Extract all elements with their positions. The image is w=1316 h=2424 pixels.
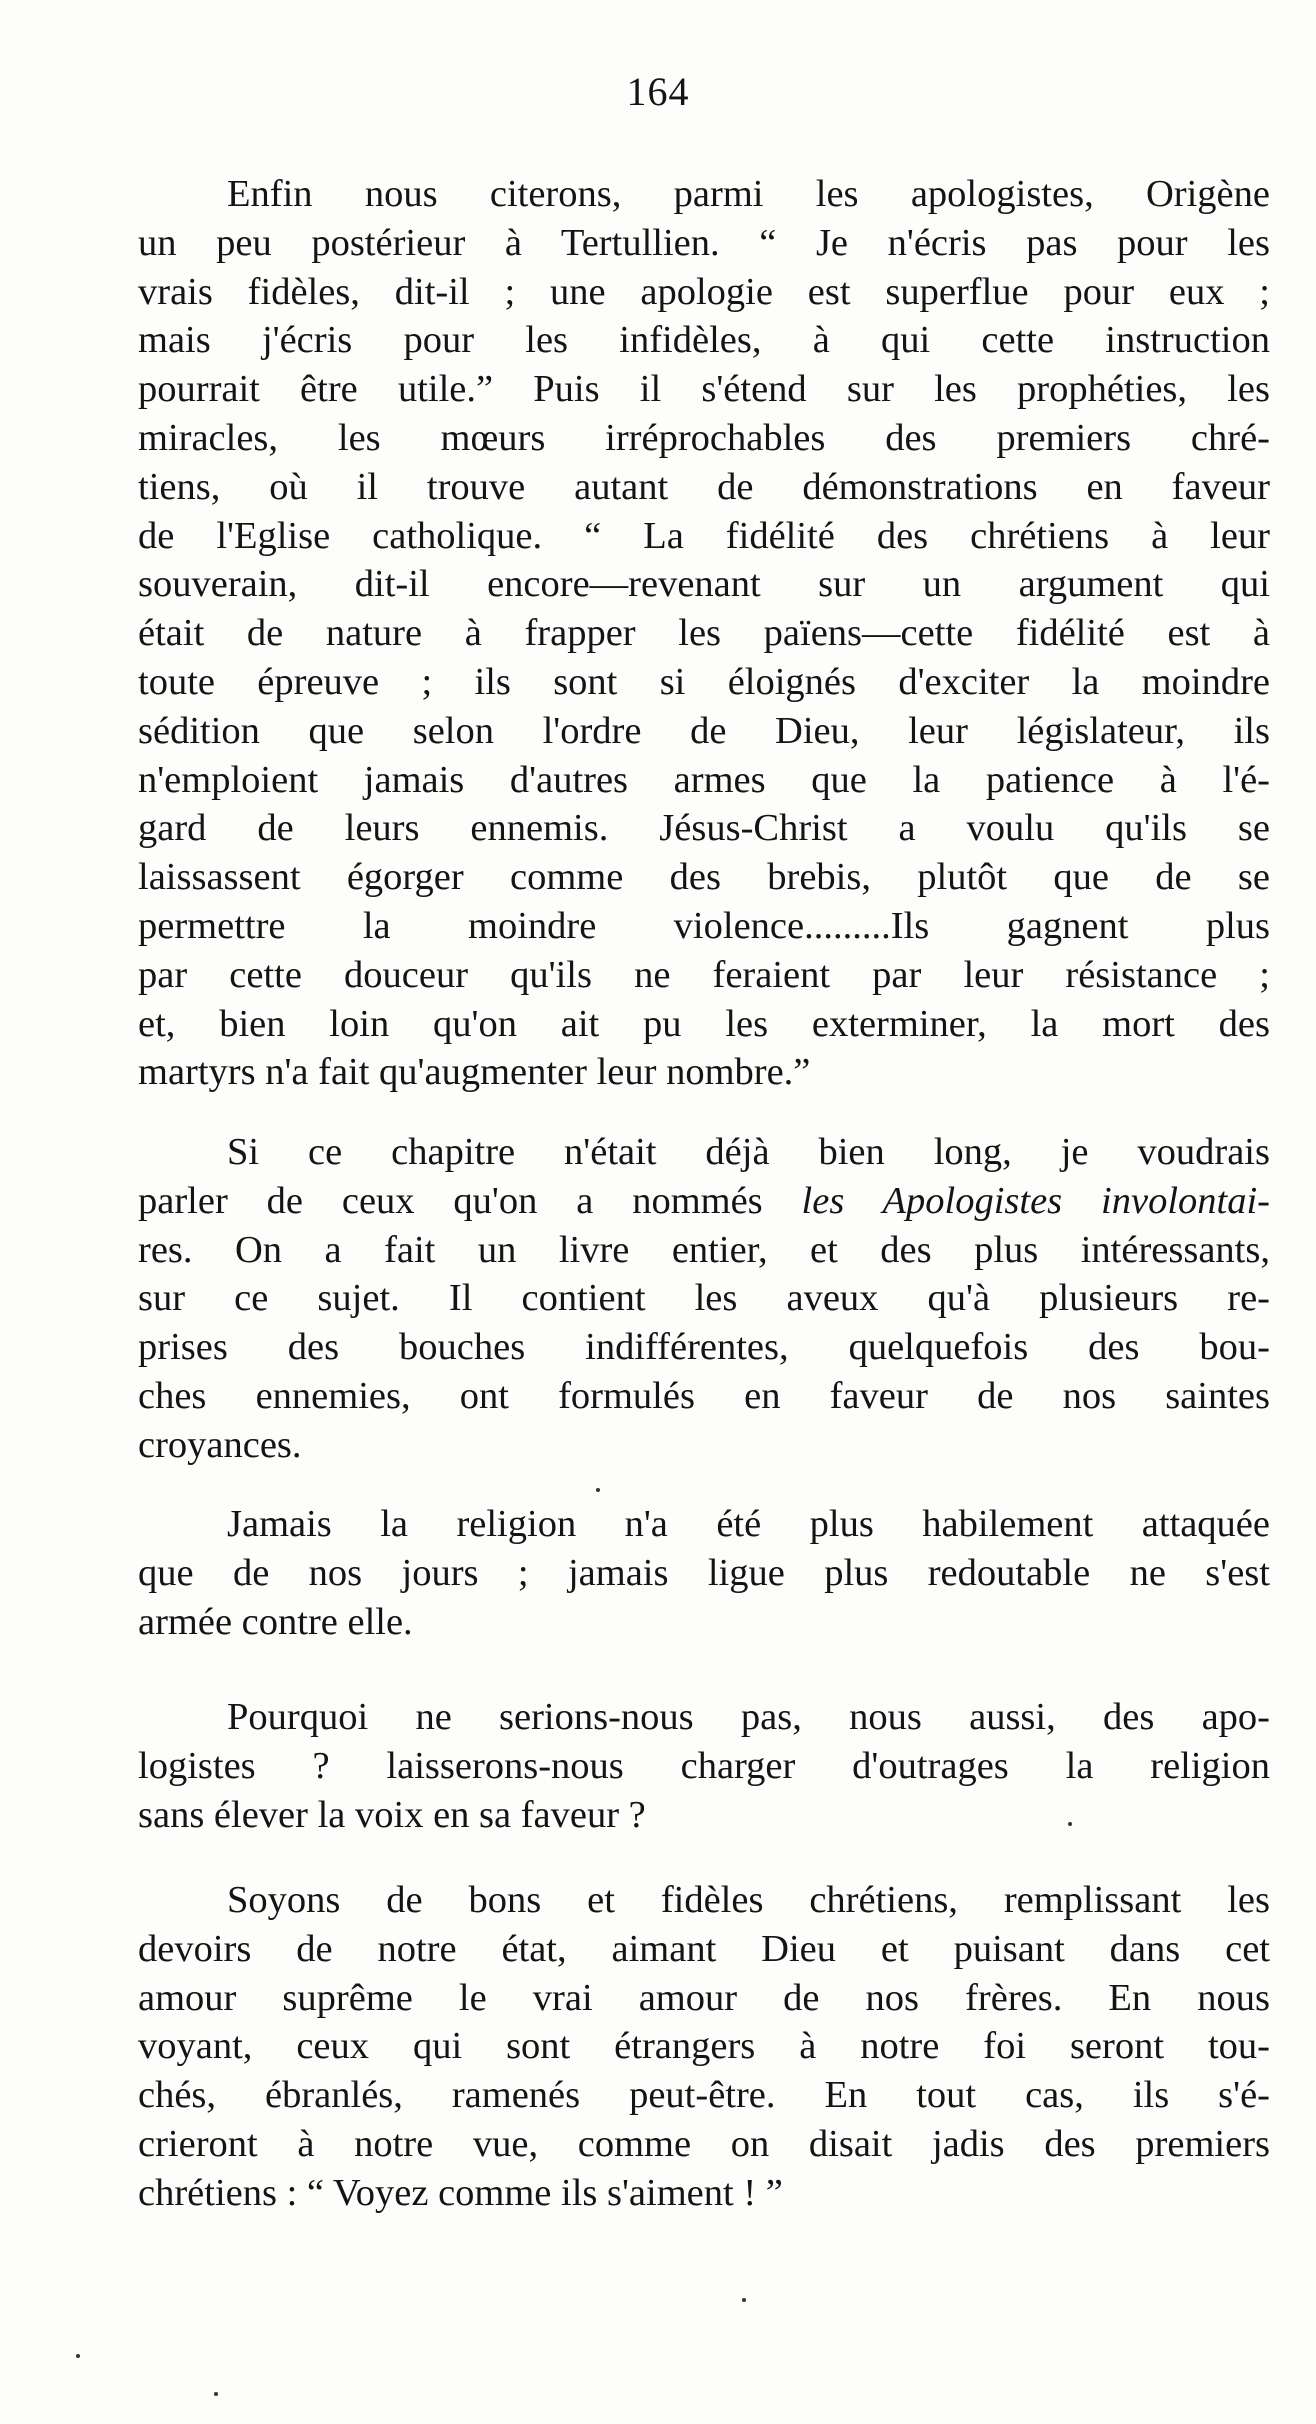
text-line: tiens, où il trouve autant de démonstrations en faveur xyxy=(138,465,1270,508)
text-line: mais j'écris pour les infidèles, à qui cette instruction xyxy=(138,319,1270,362)
text-line: que de nos jours ; jamais ligue plus redoutable ne s'est xyxy=(138,1551,1270,1594)
text-line: martyrs n'a fait qu'augmenter leur nombre.” xyxy=(138,1051,811,1094)
text-line: croyances. xyxy=(138,1423,302,1466)
text-line: gard de leurs ennemis. Jésus-Christ a voulu qu'ils se xyxy=(138,807,1270,850)
text-line-with-italic xyxy=(138,1177,1270,1226)
text-line: sédition que selon l'ordre de Dieu, leur législateur, ils xyxy=(138,709,1270,752)
scan-speck xyxy=(76,2354,80,2358)
text-line: laissassent égorger comme des brebis, plutôt que de se xyxy=(138,856,1270,899)
text-line: sur ce sujet. Il contient les aveux qu'à plusieurs re- xyxy=(138,1277,1270,1320)
text-line: n'emploient jamais d'autres armes que la patience à l'é- xyxy=(138,758,1270,801)
scan-speck xyxy=(742,2298,746,2302)
text-line: chrétiens : “ Voyez comme ils s'aiment ! ” xyxy=(138,2171,783,2214)
text-line: pourrait être utile.” Puis il s'étend sur les prophéties, les xyxy=(138,368,1270,411)
text-line: Pourquoi ne serions-nous pas, nous aussi, des apo- xyxy=(227,1696,1270,1738)
paragraph-good-christians xyxy=(138,1876,1270,2218)
paragraph-origen xyxy=(138,170,1270,1097)
text-line: prises des bouches indifférentes, quelquefois des bou- xyxy=(138,1326,1270,1369)
text-line: crieront à notre vue, comme on disait jadis des premiers xyxy=(138,2122,1270,2165)
text-line: Soyons de bons et fidèles chrétiens, remplissant les xyxy=(227,1879,1270,1921)
text-line: de l'Eglise catholique. “ La fidélité des chrétiens à leur xyxy=(138,514,1270,557)
paragraph-religion-attacked xyxy=(138,1500,1270,1646)
text-line: devoirs de notre état, aimant Dieu et puisant dans cet xyxy=(138,1927,1270,1970)
italic-title: les Apologistes involontai- xyxy=(801,1179,1270,1222)
text-line: logistes ? laisserons-nous charger d'outrages la religion xyxy=(138,1744,1270,1787)
paragraph-involuntary-apologists xyxy=(138,1128,1270,1470)
text-line: par cette douceur qu'ils ne feraient par leur résistance ; xyxy=(138,953,1270,996)
text-line: ches ennemies, ont formulés en faveur de nos saintes xyxy=(138,1374,1270,1417)
text-line: toute épreuve ; ils sont si éloignés d'exciter la moindre xyxy=(138,660,1270,703)
text-line: vrais fidèles, dit-il ; une apologie est superflue pour eux ; xyxy=(138,270,1270,313)
text-line: un peu postérieur à Tertullien. “ Je n'écris pas pour les xyxy=(138,221,1270,264)
text-line: Jamais la religion n'a été plus habilement attaquée xyxy=(227,1503,1270,1545)
paragraph-why-not-apologists xyxy=(138,1693,1270,1839)
text-line: miracles, les mœurs irréprochables des premiers chré- xyxy=(138,416,1270,459)
scan-speck xyxy=(1068,1822,1072,1826)
scan-speck xyxy=(214,2392,218,2396)
text-line: chés, ébranlés, ramenés peut-être. En tout cas, ils s'é- xyxy=(138,2074,1270,2117)
text-line: était de nature à frapper les païens—cette fidélité est à xyxy=(138,612,1270,655)
text-line: sans élever la voix en sa faveur ? xyxy=(138,1793,646,1836)
text-line: et, bien loin qu'on ait pu les exterminer, la mort des xyxy=(138,1002,1270,1045)
text-line: permettre la moindre violence.........Ils gagnent plus xyxy=(138,904,1270,947)
text-segment: parler de ceux qu'on a nommés xyxy=(138,1179,802,1222)
text-line: voyant, ceux qui sont étrangers à notre foi seront tou- xyxy=(138,2025,1270,2068)
text-line: Si ce chapitre n'était déjà bien long, je voudrais xyxy=(227,1131,1270,1173)
text-line: amour suprême le vrai amour de nos frères. En nous xyxy=(138,1976,1270,2019)
page-number: 164 xyxy=(626,69,690,114)
text-line: Enfin nous citerons, parmi les apologistes, Origène xyxy=(227,173,1270,215)
text-line: res. On a fait un livre entier, et des plus intéressants, xyxy=(138,1228,1270,1271)
text-line: armée contre elle. xyxy=(138,1600,413,1643)
text-line: souverain, dit-il encore—revenant sur un argument qui xyxy=(138,563,1270,606)
scan-speck xyxy=(596,1488,600,1492)
